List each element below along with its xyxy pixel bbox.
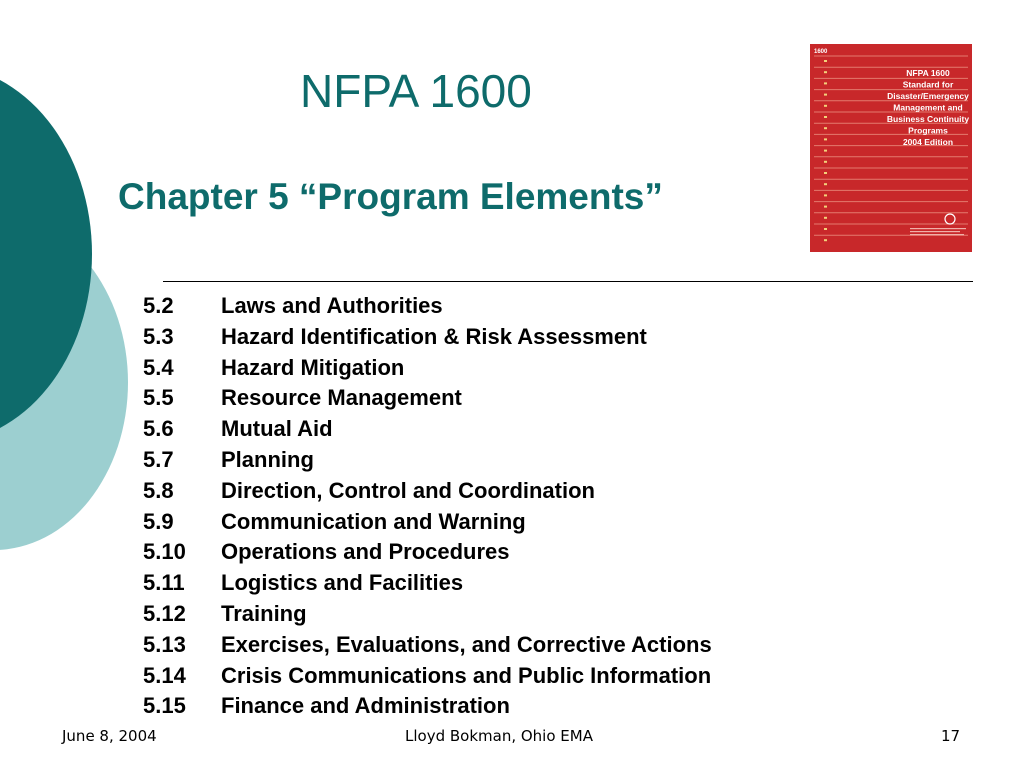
program-elements-list	[143, 291, 712, 722]
section-number: 5.11	[143, 570, 185, 596]
section-title: Direction, Control and Coordination	[221, 477, 595, 503]
slide-title: NFPA 1600	[300, 65, 532, 117]
divider-line	[163, 281, 973, 282]
section-title: Operations and Procedures	[221, 539, 510, 565]
section-number: 5.10	[143, 539, 186, 565]
list-item	[143, 476, 712, 507]
section-number: 5.12	[143, 600, 186, 626]
section-title: Mutual Aid	[221, 416, 333, 442]
footer-date: June 8, 2004	[62, 727, 157, 745]
section-title: Exercises, Evaluations, and Corrective Actions	[221, 631, 712, 657]
section-title: Communication and Warning	[221, 508, 526, 534]
section-number: 5.15	[143, 693, 186, 719]
section-title: Laws and Authorities	[221, 293, 443, 318]
footer-author: Lloyd Bokman, Ohio EMA	[405, 727, 593, 745]
list-item	[143, 599, 712, 630]
section-title: Crisis Communications and Public Information	[221, 662, 712, 688]
section-title: Planning	[221, 446, 314, 472]
section-number: 5.8	[143, 477, 174, 503]
section-number: 5.2	[143, 293, 174, 318]
section-number: 5.13	[143, 631, 186, 657]
section-number: 5.14	[143, 662, 186, 688]
section-number: 5.4	[143, 354, 174, 380]
section-number: 5.5	[143, 385, 174, 411]
list-item	[143, 507, 712, 538]
list-item	[143, 414, 712, 445]
list-item	[143, 537, 712, 568]
cover-corner-label: 1600	[814, 49, 828, 55]
footer-page-number: 17	[941, 727, 961, 745]
cover-title-text: NFPA 1600 Standard for Disaster/Emergency Management and Business Continuity Programs 2004 Edition	[886, 68, 970, 147]
nfpa-1600-cover-image	[810, 44, 972, 252]
list-item	[143, 291, 712, 322]
section-title: Resource Management	[221, 385, 462, 411]
section-title: Hazard Identification & Risk Assessment	[221, 323, 647, 349]
section-title: Finance and Administration	[221, 693, 510, 719]
section-number: 5.3	[143, 323, 174, 349]
list-item	[143, 322, 712, 353]
section-number: 5.9	[143, 508, 174, 534]
list-item	[143, 630, 712, 661]
list-item	[143, 383, 712, 414]
slide-subtitle: Chapter 5 “Program Elements”	[118, 176, 663, 217]
list-item	[143, 568, 712, 599]
section-title: Training	[221, 600, 307, 626]
list-item	[143, 691, 712, 722]
list-item	[143, 661, 712, 692]
section-number: 5.7	[143, 446, 174, 472]
list-item	[143, 445, 712, 476]
section-title: Hazard Mitigation	[221, 354, 405, 380]
list-item	[143, 353, 712, 384]
section-title: Logistics and Facilities	[221, 570, 464, 596]
section-number: 5.6	[143, 416, 174, 442]
